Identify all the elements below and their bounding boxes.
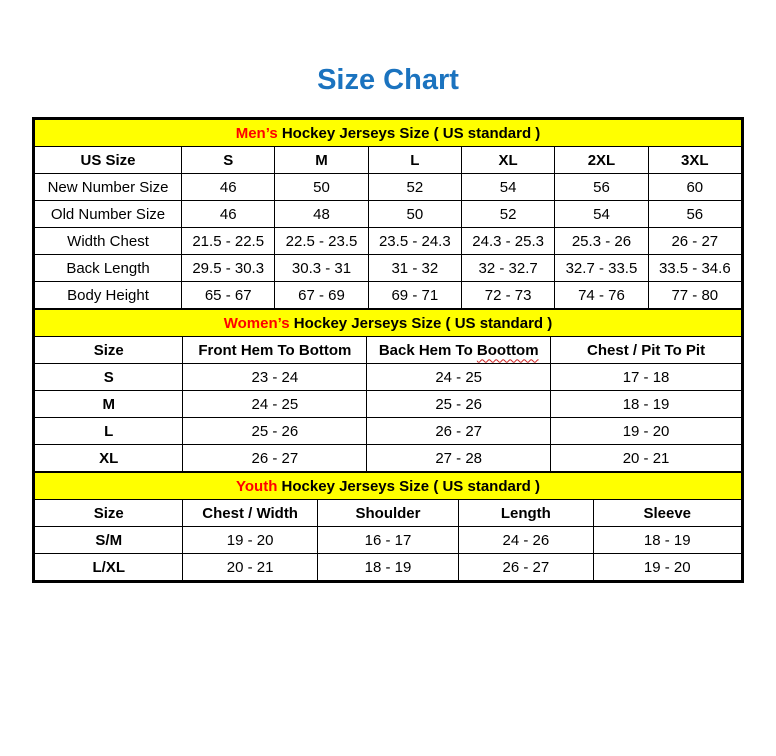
column-header-womens-0: Size <box>35 337 183 364</box>
size-value-cell: 56 <box>555 174 648 201</box>
size-value-cell: 16 - 17 <box>317 527 458 554</box>
size-value-cell: 32.7 - 33.5 <box>555 255 648 282</box>
row-label: S/M <box>35 527 183 554</box>
size-value-cell: 24 - 25 <box>183 391 367 418</box>
column-header-mens-0: US Size <box>35 147 182 174</box>
column-header-youth-4: Sleeve <box>593 500 741 527</box>
size-value-cell: 32 - 32.7 <box>461 255 554 282</box>
row-label: Back Length <box>35 255 182 282</box>
misspelled-word-squiggle: Boottom <box>476 341 539 359</box>
size-value-cell: 50 <box>275 174 368 201</box>
row-label: XL <box>35 445 183 472</box>
size-value-cell: 72 - 73 <box>461 282 554 309</box>
size-value-cell: 56 <box>648 201 741 228</box>
size-value-cell: 22.5 - 23.5 <box>275 228 368 255</box>
size-value-cell: 18 - 19 <box>551 391 742 418</box>
size-value-cell: 24 - 26 <box>459 527 593 554</box>
table-row <box>35 201 742 228</box>
size-value-cell: 46 <box>182 201 275 228</box>
size-value-cell: 60 <box>648 174 741 201</box>
size-value-cell: 25.3 - 26 <box>555 228 648 255</box>
table-row <box>35 255 742 282</box>
size-value-cell: 25 - 26 <box>367 391 551 418</box>
size-value-cell: 29.5 - 30.3 <box>182 255 275 282</box>
mens-size-table <box>34 119 742 309</box>
size-value-cell: 23.5 - 24.3 <box>368 228 461 255</box>
size-value-cell: 25 - 26 <box>183 418 367 445</box>
table-row <box>35 364 742 391</box>
column-header-mens-2: M <box>275 147 368 174</box>
table-row <box>35 391 742 418</box>
table-row <box>35 282 742 309</box>
size-value-cell: 26 - 27 <box>183 445 367 472</box>
column-header-youth-0: Size <box>35 500 183 527</box>
size-value-cell: 50 <box>368 201 461 228</box>
size-value-cell: 18 - 19 <box>317 554 458 581</box>
page-title: Size Chart <box>317 64 459 96</box>
column-header-womens-3: Chest / Pit To Pit <box>551 337 742 364</box>
size-value-cell: 54 <box>555 201 648 228</box>
column-header-mens-3: L <box>368 147 461 174</box>
size-value-cell: 21.5 - 22.5 <box>182 228 275 255</box>
size-value-cell: 48 <box>275 201 368 228</box>
section-title-highlight: Women’s <box>223 314 290 332</box>
size-value-cell: 31 - 32 <box>368 255 461 282</box>
section-title-highlight: Men’s <box>235 124 278 142</box>
size-value-cell: 24 - 25 <box>367 364 551 391</box>
size-value-cell: 19 - 20 <box>183 527 317 554</box>
size-value-cell: 77 - 80 <box>648 282 741 309</box>
table-row <box>35 554 742 581</box>
size-value-cell: 17 - 18 <box>551 364 742 391</box>
size-value-cell: 54 <box>461 174 554 201</box>
column-header-youth-3: Length <box>459 500 593 527</box>
column-header-mens-5: 2XL <box>555 147 648 174</box>
table-row <box>35 527 742 554</box>
size-value-cell: 26 - 27 <box>648 228 741 255</box>
row-label: M <box>35 391 183 418</box>
section-title-womens <box>35 310 742 337</box>
size-value-cell: 26 - 27 <box>367 418 551 445</box>
section-title-mens <box>35 120 742 147</box>
table-row <box>35 418 742 445</box>
section-title-highlight: Youth <box>236 477 278 495</box>
column-header-womens-2 <box>367 337 551 364</box>
row-label: Old Number Size <box>35 201 182 228</box>
size-value-cell: 27 - 28 <box>367 445 551 472</box>
size-value-cell: 26 - 27 <box>459 554 593 581</box>
size-value-cell: 69 - 71 <box>368 282 461 309</box>
row-label: New Number Size <box>35 174 182 201</box>
size-value-cell: 18 - 19 <box>593 527 741 554</box>
row-label: L <box>35 418 183 445</box>
column-header-youth-1: Chest / Width <box>183 500 317 527</box>
table-row <box>35 228 742 255</box>
size-value-cell: 20 - 21 <box>183 554 317 581</box>
section-title-text: Hockey Jerseys Size ( US standard ) <box>289 314 553 332</box>
womens-size-table <box>34 309 742 472</box>
size-value-cell: 46 <box>182 174 275 201</box>
size-value-cell: 33.5 - 34.6 <box>648 255 741 282</box>
column-header-mens-6: 3XL <box>648 147 741 174</box>
column-header-mens-4: XL <box>461 147 554 174</box>
table-row <box>35 174 742 201</box>
youth-size-table <box>34 472 742 581</box>
size-value-cell: 52 <box>368 174 461 201</box>
size-value-cell: 19 - 20 <box>593 554 741 581</box>
size-value-cell: 30.3 - 31 <box>275 255 368 282</box>
row-label: L/XL <box>35 554 183 581</box>
row-label: Width Chest <box>35 228 182 255</box>
row-label: S <box>35 364 183 391</box>
size-value-cell: 65 - 67 <box>182 282 275 309</box>
size-value-cell: 19 - 20 <box>551 418 742 445</box>
column-header-womens-1: Front Hem To Bottom <box>183 337 367 364</box>
size-value-cell: 23 - 24 <box>183 364 367 391</box>
size-value-cell: 20 - 21 <box>551 445 742 472</box>
row-label: Body Height <box>35 282 182 309</box>
section-title-text: Hockey Jerseys Size ( US standard ) <box>277 124 541 142</box>
section-title-text: Hockey Jerseys Size ( US standard ) <box>277 477 540 495</box>
size-value-cell: 52 <box>461 201 554 228</box>
size-chart-table-wrapper <box>32 117 744 583</box>
size-value-cell: 67 - 69 <box>275 282 368 309</box>
size-value-cell: 74 - 76 <box>555 282 648 309</box>
size-value-cell: 24.3 - 25.3 <box>461 228 554 255</box>
column-header-text: Back Hem To <box>378 341 477 359</box>
column-header-mens-1: S <box>182 147 275 174</box>
column-header-youth-2: Shoulder <box>317 500 458 527</box>
section-title-youth <box>35 473 742 500</box>
table-row <box>35 445 742 472</box>
